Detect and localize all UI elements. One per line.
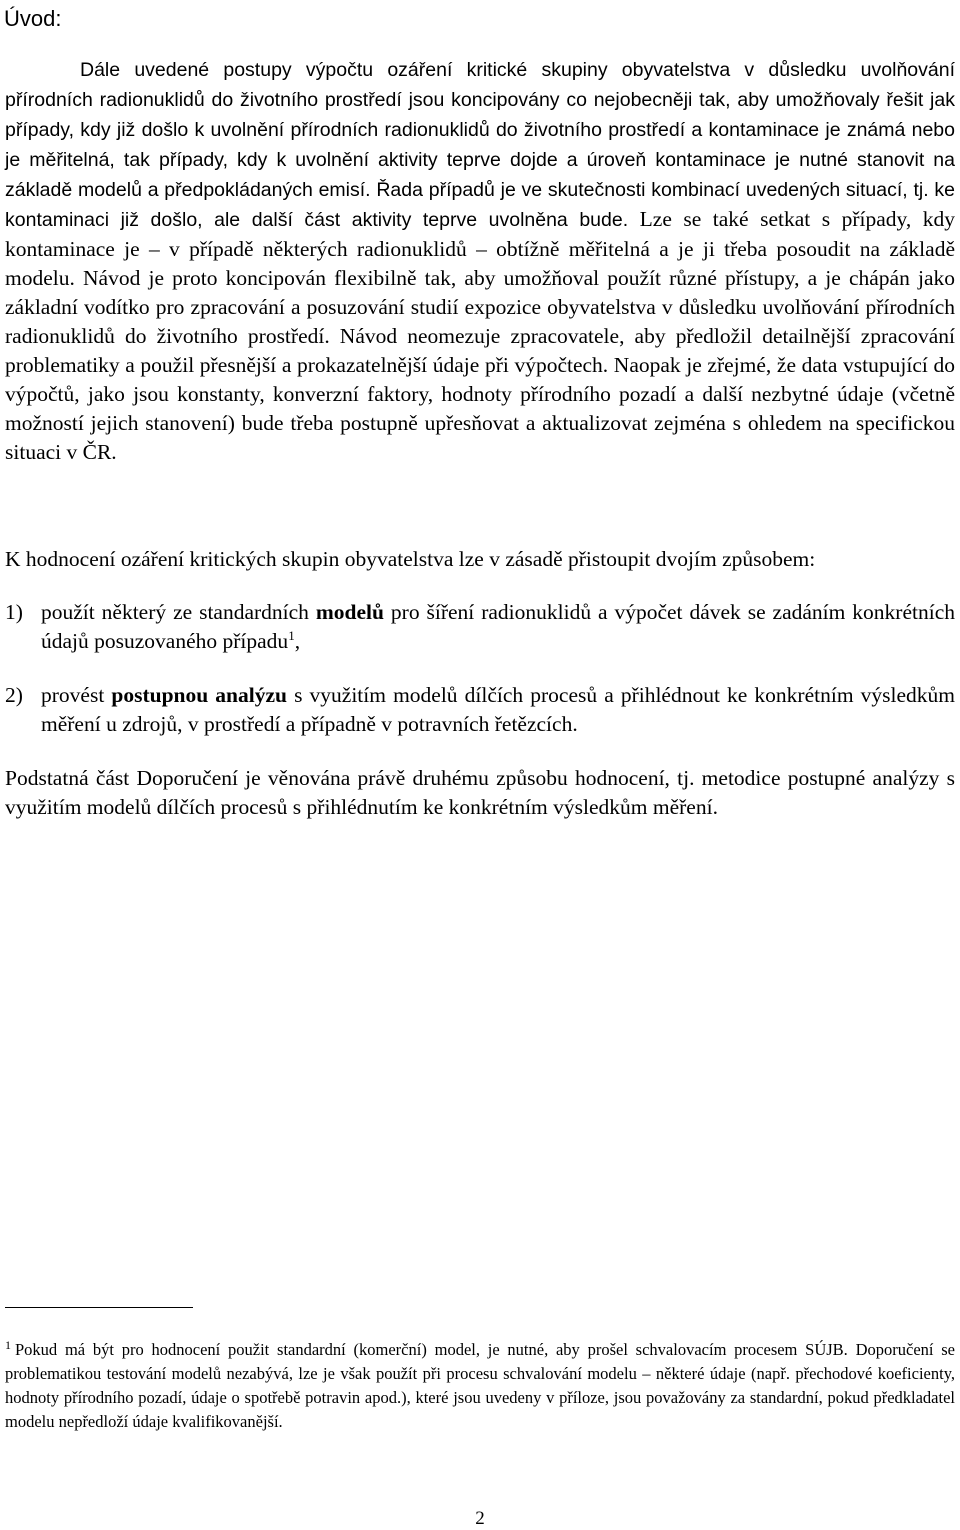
list-item-text-before: provést: [41, 683, 105, 707]
intro-paragraph: [5, 55, 955, 467]
list-item-text-before: použít některý ze standardních: [41, 600, 309, 624]
list-item-number: 2): [5, 683, 23, 707]
page-number: 2: [475, 1508, 485, 1529]
intro-text-part-3: Lze se také setkat s případy, kdy kontaminace je – v případě některých radionuklidů – obtížně měřitelná a je ji třeba posoudit na základě modelu. Návod je proto koncipován flexibilně tak, aby umožňoval použít různé přístupy, a je chápán jako základní vodítko pro zpracování a posuzování studií expozice obyvatelstva v důsledku uvolňování přírodních radionuklidů do životního prostředí. Návod neomezuje zpracovatele, aby předložil detailnější zpracování problematiky a použil přesnější a prokazatelnější údaje při výpočtech. Naopak je zřejmé, že data vstupující do výpočtů, jako jsou konstanty, konverzní faktory, hodnoty přírodního pozadí a další nezbytné údaje (včetně možností jejich stanovení) bude třeba postupně upřesňovat a aktualizovat zejména s ohledem na specifickou situaci v ČR.: [5, 207, 956, 464]
list-item-number: 1): [5, 600, 23, 624]
list-item-emphasis: modelů: [315, 600, 384, 624]
list-item: [5, 598, 955, 656]
intro-text-part-1: Dále uvedené postupy výpočtu ozáření kritické skupiny obyvatelstva v důsledku uvolňování přírodních radionuklidů do životního prostředí jsou koncipovány co nejobecněji tak, aby umožňovaly řešit jak případy, kdy již došlo k uvolnění přírodních radionuklidů do: [5, 59, 955, 141]
footnote-text: Pokud má být pro hodnocení použit standardní (komerční) model, je nutné, aby prošel schvalovacím procesem SÚJB. Doporučení se problematikou testování modelů nezabývá, lze je však použít při procesu schvalování modelu – některé údaje (např. přechodové koeficienty, hodnoty přírodního pozadí, údaje o spotřebě potravin apod.), které jsou uvedeny v příloze, jsou považovány za standardní, pokud předkladatel modelu nepředloží údaje kvalifikovanější.: [5, 1340, 955, 1431]
list-item-text: [41, 681, 955, 739]
footnote-separator: [5, 1307, 193, 1308]
footnote-mark: 1: [5, 1338, 11, 1352]
list-item-text-after: s využitím modelů dílčích procesů a přihlédnout ke konkrétním výsledkům měření u zdrojů, v prostředí a případně v potravních řetězcích.: [41, 683, 955, 736]
footnote-reference[interactable]: 1: [288, 628, 295, 643]
methods-lead-paragraph: K hodnocení ozáření kritických skupin obyvatelstva lze v zásadě přistoupit dvojím způsobem:: [5, 547, 816, 571]
list-item-text: [41, 598, 955, 656]
section-heading: Úvod:: [4, 6, 62, 31]
footnote: [5, 1333, 955, 1434]
list-item-tail: ,: [294, 629, 301, 653]
list-item-text-after: pro šíření radionuklidů a výpočet dávek se zadáním konkrétních údajů posuzovaného případu: [41, 600, 956, 653]
intro-text-part-2: životního prostředí a kontaminace je známá nebo je měřitelná, tak případy, kdy k uvolnění aktivity teprve dojde a úroveň kontaminace je nutné stanovit na základě modelů a předpokládaných emisí. Řada případů je ve skutečnosti kombinací uvedených situací, tj. ke kontaminaci již došlo, ale další část aktivity teprve uvolněna bude.: [5, 119, 955, 231]
list-item-emphasis: postupnou analýzu: [111, 683, 287, 707]
list-item: [5, 681, 955, 739]
closing-paragraph: Podstatná část Doporučení je věnována právě druhému způsobu hodnocení, tj. metodice postupné analýzy s využitím modelů dílčích procesů s přihlédnutím ke konkrétním výsledkům měření.: [5, 766, 955, 819]
